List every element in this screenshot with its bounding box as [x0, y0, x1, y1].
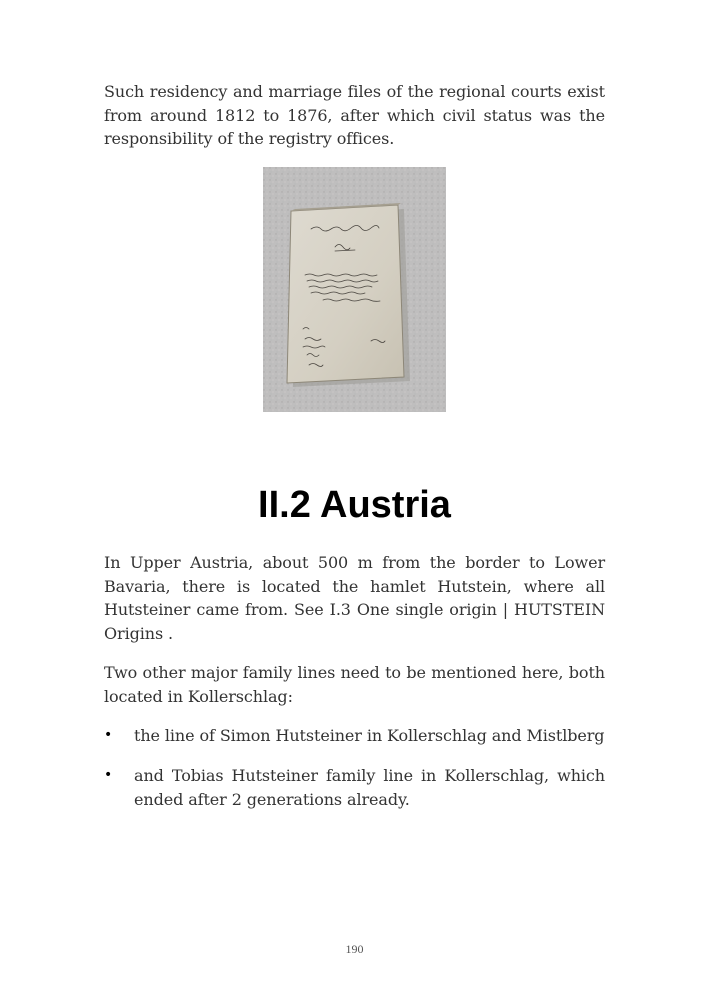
section-heading: II.2 Austria: [258, 484, 451, 526]
archival-document-photo: [263, 167, 446, 412]
list-item: [104, 764, 605, 811]
list-item-text: the line of Simon Hutsteiner in Kollerschlag and Mistlberg: [134, 726, 605, 745]
intro-paragraph: Such residency and marriage files of the regional courts exist from around 1812 to 1876, after which civil status was the responsibility of the registry offices.: [104, 82, 605, 148]
paragraph-family-lines: Two other major family lines need to be mentioned here, both located in Kollerschlag:: [104, 663, 605, 706]
bullet-icon: •: [104, 767, 113, 783]
bullet-icon: •: [104, 727, 113, 743]
paragraph-hutstein-origin: In Upper Austria, about 500 m from the border to Lower Bavaria, there is located the hamlet Hutstein, where all Hutsteiner came from. See I.3 One single origin | HUTSTEIN Origins .: [104, 553, 605, 643]
family-lines-list: [104, 724, 605, 828]
page-number: 190: [345, 942, 364, 956]
list-item: [104, 724, 605, 748]
list-item-text: and Tobias Hutsteiner family line in Kollerschlag, which ended after 2 generations already.: [134, 766, 605, 809]
